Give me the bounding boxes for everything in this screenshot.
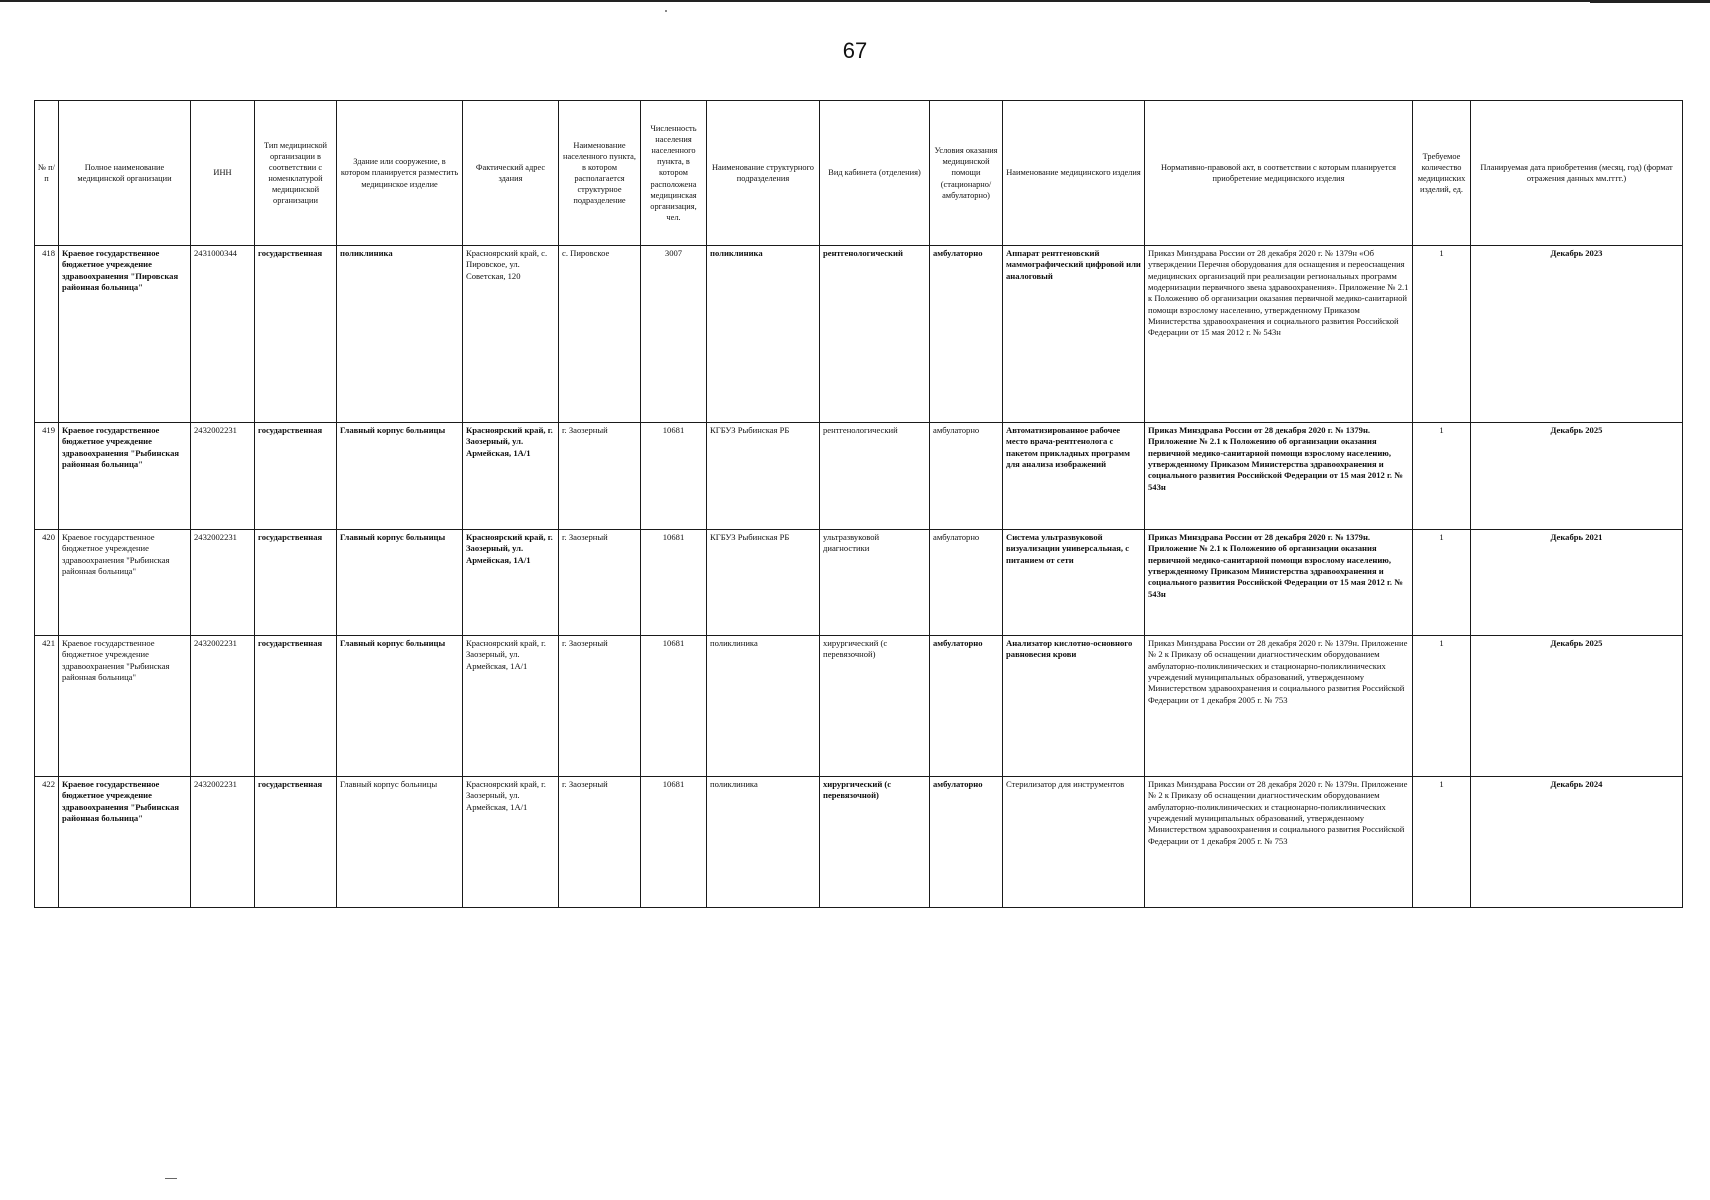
cell-population: 10681	[641, 636, 707, 777]
equipment-table	[34, 100, 1683, 908]
header-locality: Наименование населенного пункта, в котором располагается структурное подразделение	[559, 101, 641, 246]
cell-building: Главный корпус больницы	[337, 636, 463, 777]
cell-population: 10681	[641, 530, 707, 636]
table-row	[35, 777, 1683, 908]
table-row	[35, 246, 1683, 423]
header-cabinet: Вид кабинета (отделения)	[820, 101, 930, 246]
cell-org: Краевое государственное бюджетное учреждение здравоохранения "Рыбинская районная больница"	[59, 423, 191, 530]
cell-unit: КГБУЗ Рыбинская РБ	[707, 423, 820, 530]
header-date: Планируемая дата приобретения (месяц, год) (формат отражения данных мм.гггг.)	[1471, 101, 1683, 246]
cell-conditions: амбулаторно	[930, 530, 1003, 636]
cell-act: Приказ Минздрава России от 28 декабря 2020 г. № 1379н. Приложение № 2 к Приказу об оснащении диагностическим оборудованием амбулаторно-поликлинических и стационарно-поликлинических учреждений муниципальных образований, утвержденному Министерством здравоохранения и социального развития Российской Федерации от 1 декабря 2005 г. № 753	[1145, 636, 1413, 777]
cell-qty: 1	[1413, 777, 1471, 908]
cell-num: 421	[35, 636, 59, 777]
cell-type: государственная	[255, 246, 337, 423]
cell-org: Краевое государственное бюджетное учреждение здравоохранения "Рыбинская районная больница"	[59, 636, 191, 777]
cell-num: 422	[35, 777, 59, 908]
cell-cabinet: хирургический (с перевязочной)	[820, 636, 930, 777]
cell-act: Приказ Минздрава России от 28 декабря 2020 г. № 1379н. Приложение № 2.1 к Положению об организации оказания первичной медико-санитарной помощи взрослому населению, утвержденному Приказом Министерства здравоохранения и социального развития Российской Федерации от 15 мая 2012 г. № 543н	[1145, 530, 1413, 636]
cell-conditions: амбулаторно	[930, 246, 1003, 423]
cell-building: поликлиника	[337, 246, 463, 423]
cell-num: 419	[35, 423, 59, 530]
cell-locality: с. Пировское	[559, 246, 641, 423]
equipment-table-wrapper	[34, 100, 1682, 908]
cell-cabinet: рентгенологический	[820, 246, 930, 423]
cell-locality: г. Заозерный	[559, 636, 641, 777]
cell-device: Система ультразвуковой визуализации универсальная, с питанием от сети	[1003, 530, 1145, 636]
scan-speck	[665, 10, 667, 12]
header-device: Наименование медицинского изделия	[1003, 101, 1145, 246]
cell-device: Анализатор кислотно-основного равновесия крови	[1003, 636, 1145, 777]
cell-inn: 2432002231	[191, 777, 255, 908]
cell-act: Приказ Минздрава России от 28 декабря 2020 г. № 1379н. Приложение № 2.1 к Положению об организации оказания первичной медико-санитарной помощи взрослому населению, утвержденному Приказом Министерства здравоохранения и социального развития Российской Федерации от 15 мая 2012 г. № 543н	[1145, 423, 1413, 530]
cell-conditions: амбулаторно	[930, 777, 1003, 908]
cell-device: Стерилизатор для инструментов	[1003, 777, 1145, 908]
top-rule	[0, 0, 1710, 5]
cell-num: 420	[35, 530, 59, 636]
cell-qty: 1	[1413, 423, 1471, 530]
cell-type: государственная	[255, 777, 337, 908]
header-building: Здание или сооружение, в котором планируется разместить медицинское изделие	[337, 101, 463, 246]
header-type: Тип медицинской организации в соответствии с номенклатурой медицинской организации	[255, 101, 337, 246]
cell-act: Приказ Минздрава России от 28 декабря 2020 г. № 1379н. Приложение № 2 к Приказу об оснащении диагностическим оборудованием амбулаторно-поликлинических и стационарно-поликлинических учреждений муниципальных образований, утвержденному Министерством здравоохранения и социального развития Российской Федерации от 1 декабря 2005 г. № 753	[1145, 777, 1413, 908]
cell-unit: КГБУЗ Рыбинская РБ	[707, 530, 820, 636]
cell-act: Приказ Минздрава России от 28 декабря 2020 г. № 1379н «Об утверждении Перечня оборудования для оснащения и переоснащения медицинских организаций при реализации региональных программ модернизации первичного звена здравоохранения». Приложение № 2.1 к Положению об организации оказания первичной медико-санитарной помощи взрослому населению, утвержденному Приказом Министерства здравоохранения и социального развития Российской Федерации от 15 мая 2012 г. № 543н	[1145, 246, 1413, 423]
cell-population: 10681	[641, 777, 707, 908]
header-inn: ИНН	[191, 101, 255, 246]
cell-num: 418	[35, 246, 59, 423]
table-row	[35, 530, 1683, 636]
cell-cabinet: рентгенологический	[820, 423, 930, 530]
header-population: Численность населения населенного пункта, в котором расположена медицинская организация, чел.	[641, 101, 707, 246]
scan-mark	[165, 1178, 177, 1179]
cell-type: государственная	[255, 636, 337, 777]
table-header-row	[35, 101, 1683, 246]
header-qty: Требуемое количество медицинских изделий, ед.	[1413, 101, 1471, 246]
cell-building: Главный корпус больницы	[337, 777, 463, 908]
cell-address: Красноярский край, с. Пировское, ул. Советская, 120	[463, 246, 559, 423]
cell-qty: 1	[1413, 530, 1471, 636]
cell-unit: поликлиника	[707, 246, 820, 423]
cell-cabinet: хирургический (с перевязочной)	[820, 777, 930, 908]
header-act: Нормативно-правовой акт, в соответствии с которым планируется приобретение медицинского изделия	[1145, 101, 1413, 246]
cell-address: Красноярский край, г. Заозерный, ул. Армейская, 1А/1	[463, 777, 559, 908]
cell-qty: 1	[1413, 636, 1471, 777]
header-conditions: Условия оказания медицинской помощи (стационарно/ амбулаторно)	[930, 101, 1003, 246]
cell-type: государственная	[255, 530, 337, 636]
page-number: 67	[842, 38, 868, 63]
cell-population: 3007	[641, 246, 707, 423]
cell-address: Красноярский край, г. Заозерный, ул. Армейская, 1А/1	[463, 423, 559, 530]
cell-unit: поликлиника	[707, 636, 820, 777]
cell-date: Декабрь 2025	[1471, 636, 1683, 777]
cell-date: Декабрь 2023	[1471, 246, 1683, 423]
cell-device: Автоматизированное рабочее место врача-рентгенолога с пакетом прикладных программ для анализа изображений	[1003, 423, 1145, 530]
cell-org: Краевое государственное бюджетное учреждение здравоохранения "Рыбинская районная больница"	[59, 530, 191, 636]
cell-address: Красноярский край, г. Заозерный, ул. Армейская, 1А/1	[463, 636, 559, 777]
table-row	[35, 636, 1683, 777]
cell-building: Главный корпус больницы	[337, 530, 463, 636]
header-address: Фактический адрес здания	[463, 101, 559, 246]
cell-locality: г. Заозерный	[559, 530, 641, 636]
header-num: № п/п	[35, 101, 59, 246]
cell-conditions: амбулаторно	[930, 636, 1003, 777]
table-row	[35, 423, 1683, 530]
cell-type: государственная	[255, 423, 337, 530]
cell-inn: 2431000344	[191, 246, 255, 423]
cell-date: Декабрь 2021	[1471, 530, 1683, 636]
cell-org: Краевое государственное бюджетное учреждение здравоохранения "Рыбинская районная больница"	[59, 777, 191, 908]
cell-cabinet: ультразвуковой диагностики	[820, 530, 930, 636]
cell-population: 10681	[641, 423, 707, 530]
cell-device: Аппарат рентгеновский маммографический цифровой или аналоговый	[1003, 246, 1145, 423]
cell-conditions: амбулаторно	[930, 423, 1003, 530]
cell-address: Красноярский край, г. Заозерный, ул. Армейская, 1А/1	[463, 530, 559, 636]
header-unit: Наименование структурного подразделения	[707, 101, 820, 246]
cell-unit: поликлиника	[707, 777, 820, 908]
cell-inn: 2432002231	[191, 530, 255, 636]
cell-qty: 1	[1413, 246, 1471, 423]
cell-inn: 2432002231	[191, 636, 255, 777]
cell-date: Декабрь 2024	[1471, 777, 1683, 908]
cell-org: Краевое государственное бюджетное учреждение здравоохранения "Пировская районная больница"	[59, 246, 191, 423]
header-org: Полное наименование медицинской организации	[59, 101, 191, 246]
top-rule-double	[1590, 0, 1710, 3]
cell-date: Декабрь 2025	[1471, 423, 1683, 530]
cell-locality: г. Заозерный	[559, 423, 641, 530]
cell-inn: 2432002231	[191, 423, 255, 530]
cell-locality: г. Заозерный	[559, 777, 641, 908]
cell-building: Главный корпус больницы	[337, 423, 463, 530]
